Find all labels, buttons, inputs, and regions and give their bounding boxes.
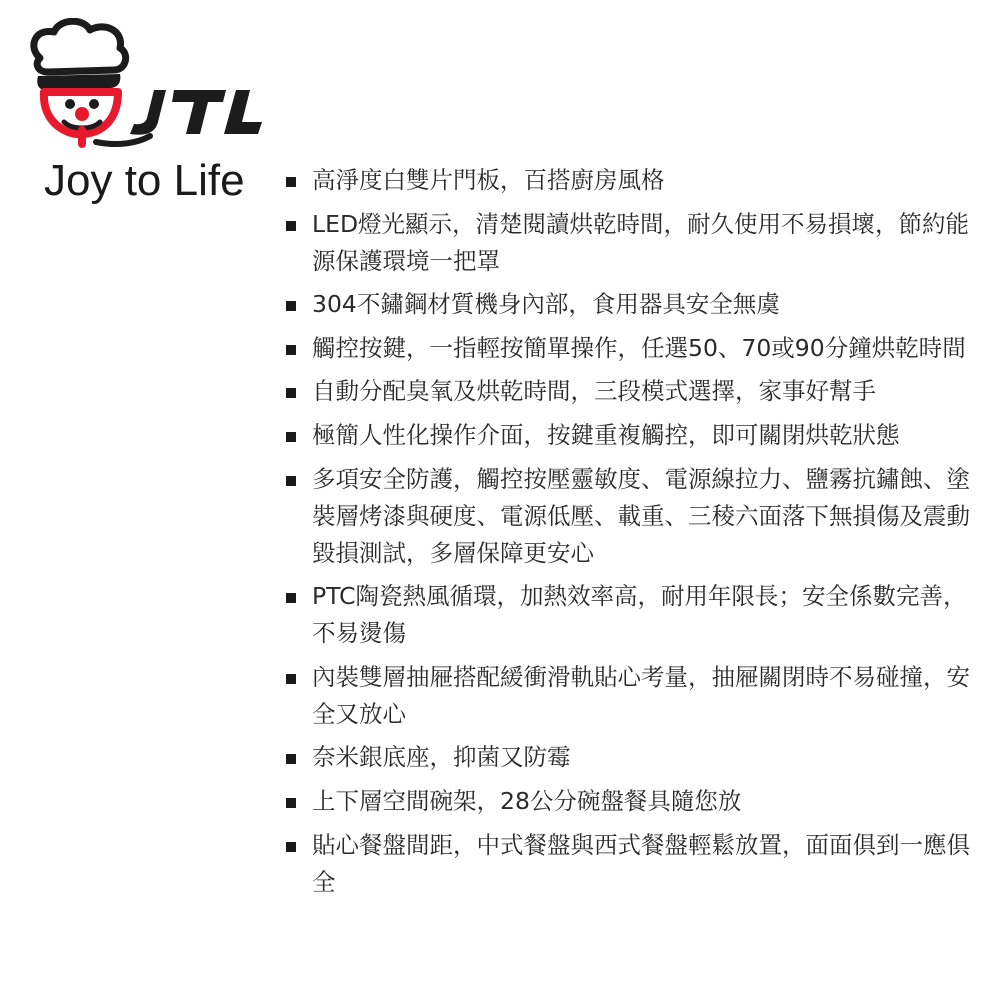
square-bullet-icon — [286, 674, 296, 684]
feature-item — [284, 286, 974, 323]
feature-text: 極簡人性化操作介面，按鍵重複觸控，即可關閉烘乾狀態 — [312, 420, 900, 449]
feature-text: LED燈光顯示，清楚閱讀烘乾時間，耐久使用不易損壞，節約能源保護環境一把罩 — [312, 209, 970, 275]
feature-text: 貼心餐盤間距，中式餐盤與西式餐盤輕鬆放置，面面俱到一應俱全 — [312, 830, 970, 896]
feature-text: 內裝雙層抽屜搭配緩衝滑軌貼心考量，抽屜關閉時不易碰撞，安全又放心 — [312, 662, 970, 728]
feature-text: 多項安全防護，觸控按壓靈敏度、電源線拉力、鹽霧抗鏽蝕、塗裝層烤漆與硬度、電源低壓、載重、三稜六面落下無損傷及震動毀損測試，多層保障更安心 — [312, 464, 970, 567]
square-bullet-icon — [286, 388, 296, 398]
feature-item — [284, 578, 974, 652]
square-bullet-icon — [286, 593, 296, 603]
square-bullet-icon — [286, 177, 296, 187]
square-bullet-icon — [286, 798, 296, 808]
square-bullet-icon — [286, 221, 296, 231]
feature-text: 高淨度白雙片門板，百搭廚房風格 — [312, 166, 665, 194]
feature-item — [284, 417, 974, 454]
feature-item — [284, 330, 974, 367]
feature-item — [284, 659, 974, 733]
feature-text: 上下層空間碗架，28公分碗盤餐具隨您放 — [312, 786, 742, 815]
feature-text: PTC陶瓷熱風循環，加熱效率高，耐用年限長；安全係數完善，不易燙傷 — [312, 582, 967, 648]
feature-list — [284, 162, 974, 907]
square-bullet-icon — [286, 754, 296, 764]
feature-item — [284, 206, 974, 280]
brand-tagline: Joy to Life — [44, 156, 245, 205]
feature-item — [284, 783, 974, 820]
feature-text: 自動分配臭氧及烘乾時間，三段模式選擇，家事好幫手 — [312, 377, 876, 406]
square-bullet-icon — [286, 842, 296, 852]
square-bullet-icon — [286, 345, 296, 355]
feature-item — [284, 739, 974, 776]
feature-item — [284, 162, 974, 199]
feature-item — [284, 373, 974, 410]
feature-item — [284, 461, 974, 572]
square-bullet-icon — [286, 476, 296, 486]
feature-text: 觸控按鍵，一指輕按簡單操作，任選50、70或90分鐘烘乾時間 — [312, 333, 966, 362]
feature-item — [284, 827, 974, 901]
square-bullet-icon — [286, 301, 296, 311]
jtl-chef-logo — [26, 18, 266, 148]
square-bullet-icon — [286, 432, 296, 442]
feature-text: 奈米銀底座，抑菌又防霉 — [312, 743, 571, 772]
feature-text: 304不鏽鋼材質機身內部，食用器具安全無虞 — [312, 290, 780, 319]
